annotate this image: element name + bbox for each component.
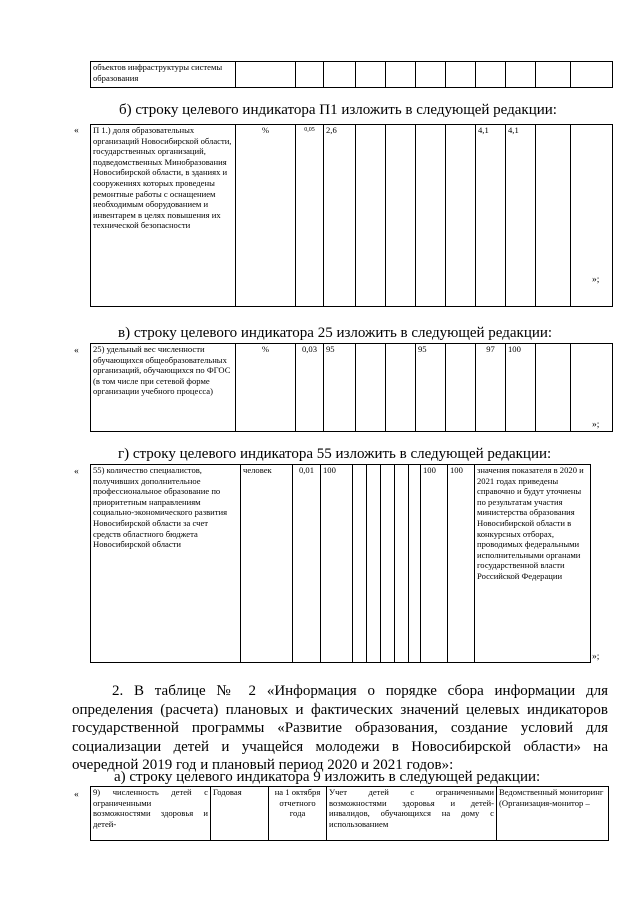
indicator-p1-table — [90, 124, 613, 307]
value-cell: 100 — [421, 465, 448, 663]
method-cell: Учет детей с ограниченными возможностями здоровья и детей-инвалидов, обучающихся на дому с использованием — [327, 787, 497, 841]
value-cell: 100 — [506, 344, 536, 432]
weight-cell: 0,01 — [293, 465, 321, 663]
close-quote: »; — [592, 275, 600, 285]
value-cell: 95 — [416, 344, 446, 432]
period-cell: Годовая — [211, 787, 269, 841]
paragraph-2: 2. В таблице № 2 «Информация о порядке сбора информации для определения (расчета) плановых и фактических значений целевых индикаторов государственной программы «Развитие образования, создание условий для социализации детей и учащейся молодежи в Новосибирской области» на очередной 2019 год и плановый период 2020 и 2021 годов»: — [72, 683, 608, 773]
top-table-row — [90, 61, 613, 88]
value-cell: 2,6 — [324, 125, 356, 307]
unit-cell: человек — [241, 465, 293, 663]
indicator-cell: объектов инфраструктуры системы образования — [91, 62, 236, 88]
indicator-25-table — [90, 343, 613, 432]
value-cell: 97 — [476, 344, 506, 432]
date-cell: на 1 октября отчетного года — [269, 787, 327, 841]
close-quote: »; — [592, 652, 600, 662]
value-cell: 95 — [324, 344, 356, 432]
section-g-heading: г) строку целевого индикатора 55 изложить в следующей редакции: — [118, 446, 552, 462]
value-cell: 4,1 — [506, 125, 536, 307]
value-cell: 4,1 — [476, 125, 506, 307]
source-cell: Ведомственный мониторинг (Организация-монитор – — [497, 787, 609, 841]
indicator-55-table — [90, 464, 591, 663]
open-quote: « — [74, 346, 79, 356]
section-v-heading: в) строку целевого индикатора 25 изложить в следующей редакции: — [118, 325, 553, 341]
weight-cell: 0,05 — [296, 125, 324, 307]
indicator-cell: 9) численность детей с ограниченными возможностями здоровья и детей- — [91, 787, 211, 841]
unit-cell: % — [236, 344, 296, 432]
note-cell: значения показателя в 2020 и 2021 годах приведены справочно и будут уточнены по результатам участия министерства образования Новосибирской области в конкурсных отборах, проводимых федеральными исполнительными органами государственной власти Российской Федерации — [475, 465, 591, 663]
weight-cell: 0,03 — [296, 344, 324, 432]
close-quote: »; — [592, 420, 600, 430]
open-quote: « — [74, 126, 79, 136]
value-cell: 100 — [321, 465, 353, 663]
section-b-heading: б) строку целевого индикатора П1 изложить в следующей редакции: — [119, 102, 557, 118]
unit-cell: % — [236, 125, 296, 307]
section-a-heading: а) строку целевого индикатора 9 изложить в следующей редакции: — [114, 769, 541, 785]
value-cell: 100 — [448, 465, 475, 663]
indicator-cell: 55) количество специалистов, получивших дополнительное профессиональное образование по приоритетным направлениям социально-экономического развития Новосибирской области за счет средств областного бюджета Новосибирской области — [91, 465, 241, 663]
indicator-cell: П 1.) доля образовательных организаций Новосибирской области, государственных организаций, подведомственных Минобразования Новосибирской области, в зданиях и сооружениях которых проведены ремонтные работы с оснащением необходимым оборудованием и инвентарем в целях повышения их технической безопасности — [91, 125, 236, 307]
open-quote: « — [74, 467, 79, 477]
open-quote: « — [74, 790, 79, 800]
indicator-cell: 25) удельный вес численности обучающихся общеобразовательных организаций, обучающихся по ФГОС (в том числе при сетевой форме организации учебного процесса) — [91, 344, 236, 432]
indicator-9-table — [90, 786, 609, 841]
